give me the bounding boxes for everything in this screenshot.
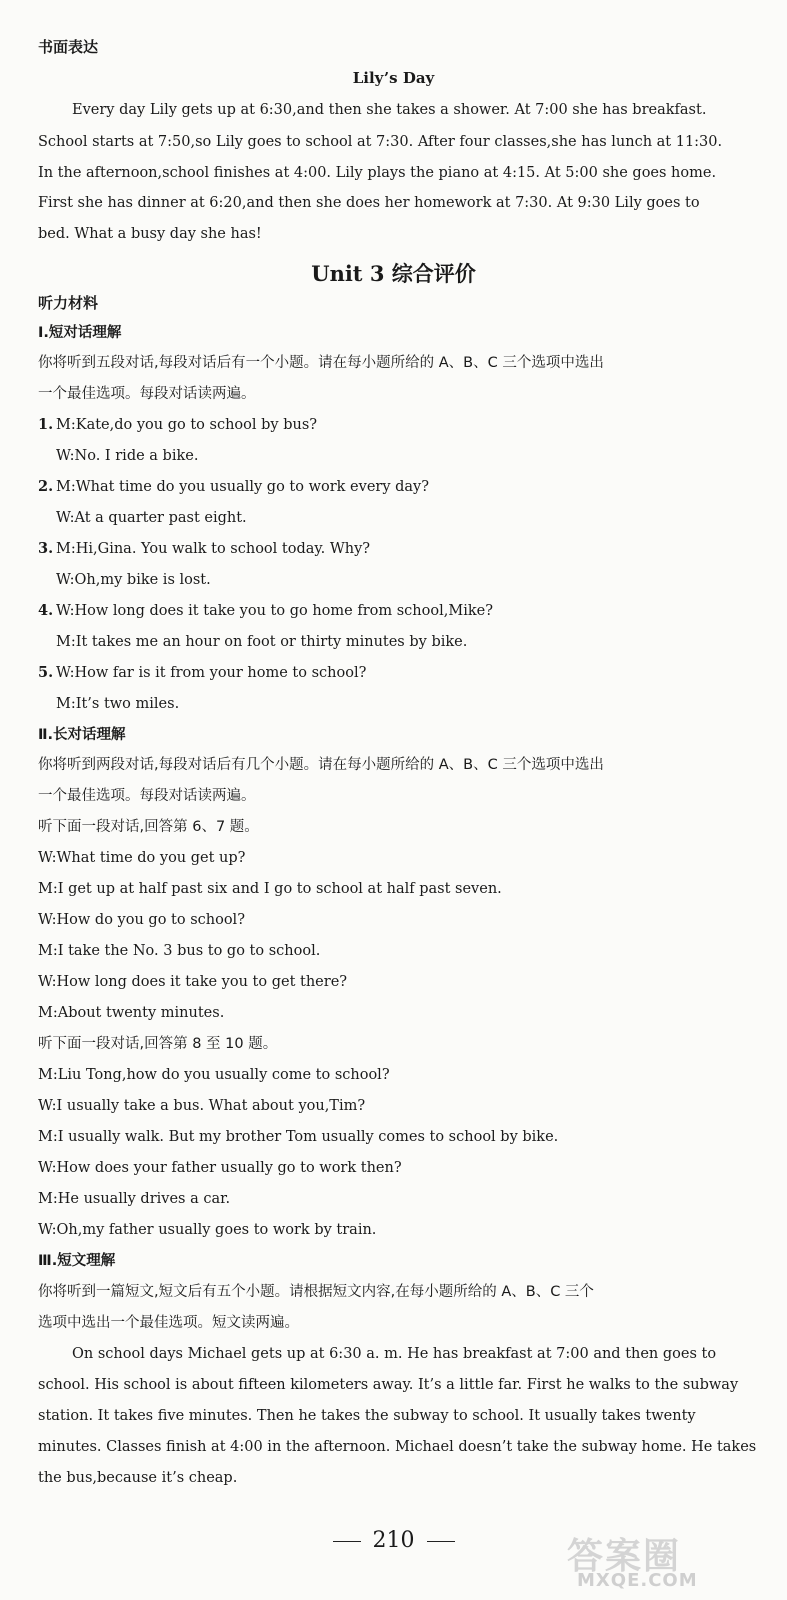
question-number: 5.	[38, 664, 54, 681]
story-line: School starts at 7:50,so Lily goes to school at 7:30. After four classes,she has lunch at 11:30.	[38, 134, 723, 150]
story-line: First she has dinner at 6:20,and then she does her homework at 7:30. At 9:30 Lily goes to	[38, 195, 700, 211]
dialogue-line: W:I usually take a bus. What about you,Tim?	[38, 1098, 366, 1114]
dialogue-question: M:Kate,do you go to school by bus?	[56, 417, 318, 433]
dialogue-line: W:How does your father usually go to work then?	[38, 1160, 402, 1176]
dialogue-line: M:About twenty minutes.	[38, 1005, 225, 1021]
writing-heading: 书面表达	[38, 38, 99, 56]
story-line: bed. What a busy day she has!	[38, 226, 262, 242]
watermark-text: 答案圈	[567, 1536, 682, 1577]
dialogue-answer: M:It takes me an hour on foot or thirty minutes by bike.	[56, 634, 468, 650]
part3-intro-line: 选项中选出一个最佳选项。短文读两遍。	[38, 1315, 299, 1331]
story-line: In the afternoon,school finishes at 4:00. Lily plays the piano at 4:15. At 5:00 she goes home.	[38, 165, 717, 181]
dialogue-line: M:I usually walk. But my brother Tom usually comes to school by bike.	[38, 1129, 559, 1145]
passage-line: school. His school is about fifteen kilometers away. It’s a little far. First he walks to the subway	[38, 1377, 739, 1393]
part1-intro-line: 你将听到五段对话,每段对话后有一个小题。请在每小题所给的 A、B、C 三个选项中选出	[38, 355, 604, 371]
dialogue-line: W:How do you go to school?	[38, 912, 245, 928]
dialogue1-intro: 听下面一段对话,回答第 6、7 题。	[38, 819, 259, 835]
dialogue-line: M:He usually drives a car.	[38, 1191, 231, 1207]
part2-intro-line: 你将听到两段对话,每段对话后有几个小题。请在每小题所给的 A、B、C 三个选项中选出	[38, 757, 604, 773]
story-title: Lily’s Day	[352, 69, 435, 87]
dialogue-question: W:How far is it from your home to school?	[56, 665, 367, 681]
page-number-dash	[333, 1541, 361, 1542]
watermark-url: MXQE.COM	[577, 1570, 698, 1591]
question-number: 4.	[38, 602, 54, 619]
passage-line: the bus,because it’s cheap.	[38, 1470, 238, 1486]
dialogue-line: M:I take the No. 3 bus to go to school.	[38, 943, 321, 959]
dialogue-question: M:Hi,Gina. You walk to school today. Why?	[56, 541, 371, 557]
dialogue-answer: W:At a quarter past eight.	[56, 510, 247, 526]
watermark-logo	[547, 1524, 777, 1594]
part3-intro-line: 你将听到一篇短文,短文后有五个小题。请根据短文内容,在每小题所给的 A、B、C 三个	[38, 1284, 594, 1300]
part2-intro-line: 一个最佳选项。每段对话读两遍。	[38, 788, 256, 804]
part1-heading: Ⅰ.短对话理解	[38, 325, 122, 341]
dialogue-line: M:Liu Tong,how do you usually come to school?	[38, 1067, 390, 1083]
passage-line: minutes. Classes finish at 4:00 in the afternoon. Michael doesn’t take the subway home. He takes	[38, 1439, 757, 1455]
question-number: 2.	[38, 478, 54, 495]
dialogue-line: W:What time do you get up?	[38, 850, 246, 866]
dialogue-answer: W:Oh,my bike is lost.	[56, 572, 211, 588]
story-line: Every day Lily gets up at 6:30,and then she takes a shower. At 7:00 she has breakfast.	[72, 102, 707, 118]
page-number-dash	[427, 1541, 455, 1542]
dialogue-question: M:What time do you usually go to work every day?	[56, 479, 430, 495]
dialogue-answer: M:It’s two miles.	[56, 696, 180, 712]
part1-intro-line: 一个最佳选项。每段对话读两遍。	[38, 386, 256, 402]
question-number: 3.	[38, 540, 54, 557]
part2-heading: Ⅱ.长对话理解	[38, 727, 126, 743]
dialogue-line: W:Oh,my father usually goes to work by train.	[38, 1222, 377, 1238]
part3-heading: Ⅲ.短文理解	[38, 1253, 116, 1269]
dialogue2-intro: 听下面一段对话,回答第 8 至 10 题。	[38, 1036, 278, 1052]
dialogue-line: M:I get up at half past six and I go to school at half past seven.	[38, 881, 502, 897]
question-number: 1.	[38, 416, 54, 433]
passage-line: On school days Michael gets up at 6:30 a. m. He has breakfast at 7:00 and then goes to	[72, 1346, 717, 1362]
passage-line: station. It takes five minutes. Then he takes the subway to school. It usually takes twenty	[38, 1408, 696, 1424]
dialogue-question: W:How long does it take you to go home from school,Mike?	[56, 603, 493, 619]
listening-heading: 听力材料	[38, 294, 99, 312]
dialogue-answer: W:No. I ride a bike.	[56, 448, 199, 464]
dialogue-line: W:How long does it take you to get there?	[38, 974, 348, 990]
page-number-text: 210	[372, 1528, 415, 1553]
unit-title: Unit 3 综合评价	[311, 261, 476, 286]
